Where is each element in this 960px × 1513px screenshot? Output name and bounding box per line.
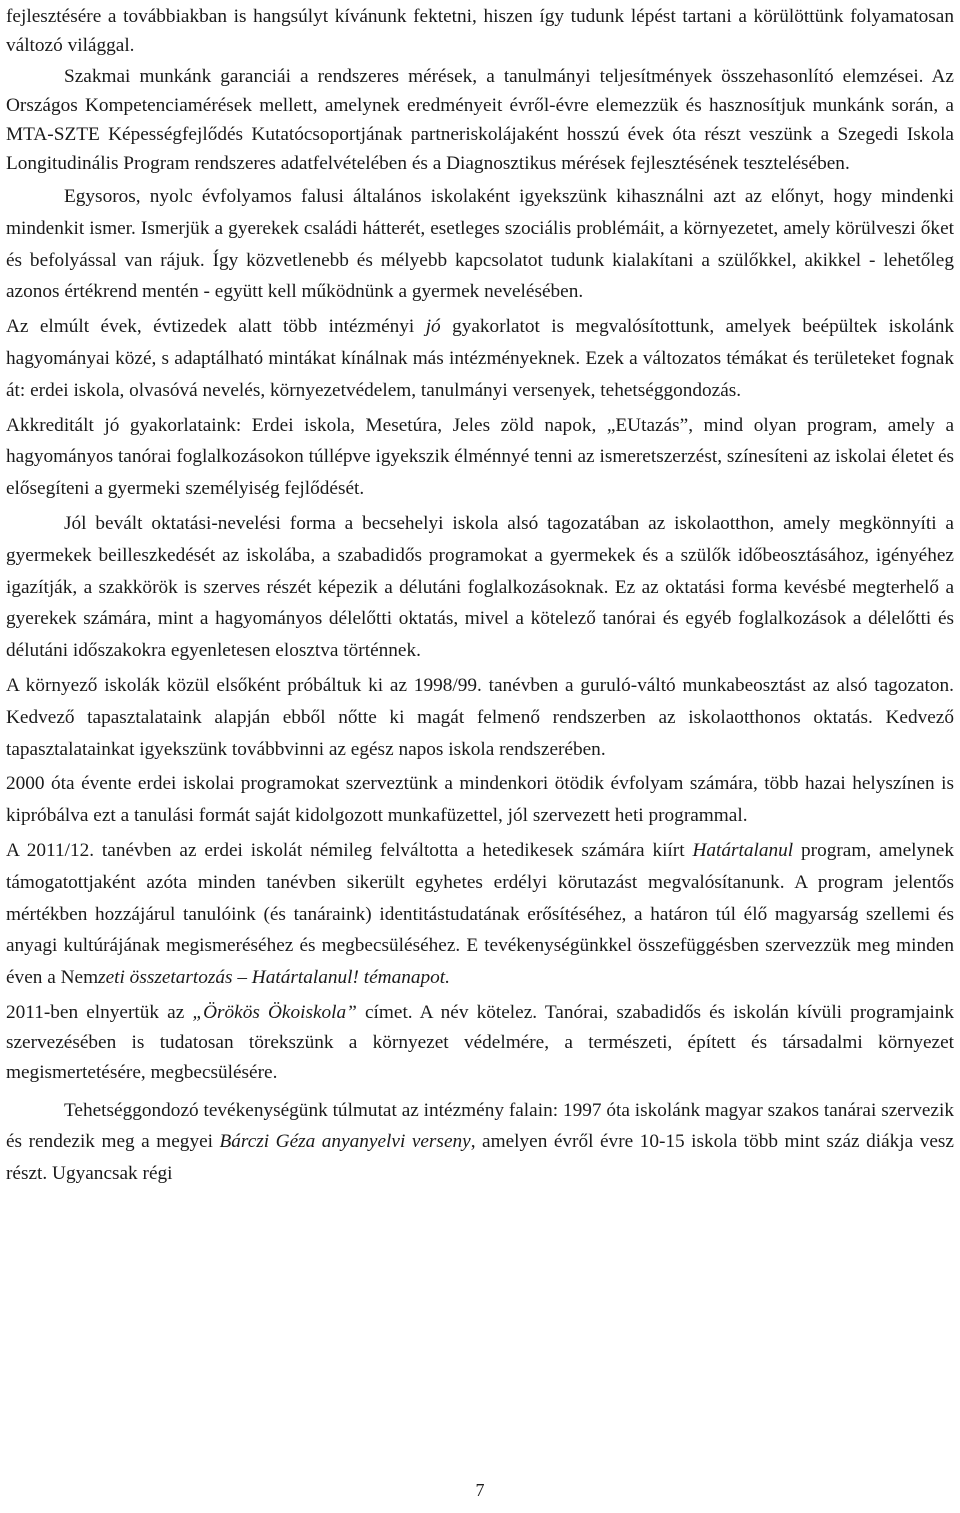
paragraph (6, 308, 954, 406)
italic-text: zeti összetartozás – Határtalanul! témanapot. (98, 967, 450, 989)
paragraph (6, 0, 954, 60)
italic-text: jó (425, 316, 441, 338)
text-segment: Akkreditált jó gyakorlataink: Erdei iskola, Mesetúra, Jeles zöld napok, „EUtazás”, mind olyan program, amely a hagyományos tanórai foglalkozásokon túllépve igyekszik élménnyé tenni az ismeretszerzést, színesíteni az iskolai életet és elősegíteni a gyermeki személyiség fejlődését. (6, 414, 954, 500)
paragraph (6, 407, 954, 505)
text-segment: A 2011/12. tanévben az erdei iskolát némileg felváltotta a hetedikesek számára kiírt (6, 839, 693, 861)
paragraph (6, 667, 954, 765)
italic-text: Bárczi Géza anyanyelvi verseny (219, 1131, 471, 1153)
document-page (6, 0, 954, 1190)
text-segment: Szakmai munkánk garanciái a rendszeres mérések, a tanulmányi teljesítmények összehasonlító elemzései. Az Országos Kompetenciamérések mellett, amelynek eredményeit évről-évre elemezzük és hasznosítjuk munkánk során, a MTA-SZTE Képességfejlődés Kutatócsoportjának partneriskolájaként hosszú évek óta részt veszünk a Szegedi Iskola Longitudinális Program rendszeres adatfelvételében és a Diagnosztikus mérések fejlesztésének tesztelésében. (6, 66, 954, 174)
text-segment: A környező iskolák közül elsőként próbáltuk ki az 1998/99. tanévben a guruló-váltó munkabeosztást az alsó tagozaton. Kedvező tapasztalataink alapján ebből nőtte ki magát felmenő rendszerben az iskolaotthonos oktatás. Kedvező tapasztalatainkat igyekszünk továbbvinni az egész napos iskola rendszerében. (6, 674, 954, 760)
paragraph (6, 1092, 954, 1190)
paragraph (6, 765, 954, 832)
paragraph (6, 178, 954, 308)
text-segment: 2000 óta évente erdei iskolai programokat szerveztünk a mindenkori ötödik évfolyam számára, több hazai helyszínen is kipróbálva ezt a tanulási formát saját kidolgozott munkafüzettel, jól szervezett heti programmal. (6, 773, 954, 827)
paragraph (6, 994, 954, 1089)
paragraph (6, 505, 954, 667)
text-segment: címet. A név kötelez. Tanórai, szabadidős és iskolán kívüli programjaink szervezésében is tudatosan törekszünk a környezet védelmére, a természeti, épített és társadalmi környezet megismertetésére, megbecsülésére. (6, 1001, 955, 1084)
text-segment: program, amelynek támogatottjaként azóta minden tanévben sikerült egyhetes erdélyi körutazást megvalósítanunk. A program jelentős mértékben hozzájárul tanulóink (és tanáraink) identitástudatának erősítéséhez, a határon túl élő magyarság szellemi és anyagi kultúrájának megismeréséhez és megbecsüléséhez. E tevékenységünkkel összefüggésben szervezzük meg minden éven a Nem (6, 839, 954, 989)
text-segment: 2011-ben elnyertük az (6, 1001, 193, 1023)
page-number: 7 (475, 1480, 485, 1500)
text-segment: Egysoros, nyolc évfolyamos falusi általános iskolaként igyekszünk kihasználni azt az előnyt, hogy mindenki mindenkit ismer. Ismerjük a gyerekek családi hátterét, esetleges szociális problémáit, a környezetet, amely körülveszi őket és befolyással van rájuk. Így közvetlenebb és mélyebb kapcsolatot tudunk kialakítani a szülőkkel, akikkel - lehetőleg azonos értékrend mentén - együtt kell működnünk a gyermek nevelésében. (6, 186, 954, 303)
paragraph (6, 60, 954, 178)
text-segment: Tehetséggondozó tevékenységünk túlmutat az intézmény falain: 1997 óta iskolánk magyar szakos tanárai szervezik és rendezik meg a megyei (6, 1099, 954, 1153)
text-segment: Jól bevált oktatási-nevelési forma a becsehelyi iskola alsó tagozatában az iskolaotthon, amely megkönnyíti a gyermekek beilleszkedését az iskolába, a szabadidős programokat a gyermekek és a szülők időbeosztásához, igényéhez igazítják, a szakkörök is szerves részét képezik a délutáni foglalkozásoknak. Ez az oktatási forma kevésbé megterhelő a gyerekek számára, mint a hagyományos délelőtti oktatás, mivel a kötelező tanórai és egyéb foglalkozások a délelőtti és délutáni időszakokra egyenletesen elosztva történnek. (6, 512, 954, 662)
paragraph (6, 832, 954, 994)
italic-text: Határtalanul (692, 839, 794, 861)
text-segment: gyakorlatot is megvalósítottunk, amelyek beépültek iskolánk hagyományai közé, s adaptálható mintákat kínálnak más intézményeknek. Ezek a változatos témákat és területeket fognak át: erdei iskola, olvasóvá nevelés, környezetvédelem, tanulmányi versenyek, tehetséggondozás. (6, 316, 954, 401)
italic-text: „Örökös Ökoiskola” (192, 1001, 357, 1023)
text-segment: , amelyen évről évre 10-15 iskola több mint száz diákja vesz részt. Ugyancsak régi (6, 1131, 954, 1185)
text-segment: fejlesztésére a továbbiakban is hangsúlyt kívánunk fektetni, hiszen így tudunk lépést tartani a körülöttünk folyamatosan változó világgal. (6, 6, 954, 56)
text-segment: Az elmúlt évek, évtizedek alatt több intézményi (6, 316, 426, 338)
